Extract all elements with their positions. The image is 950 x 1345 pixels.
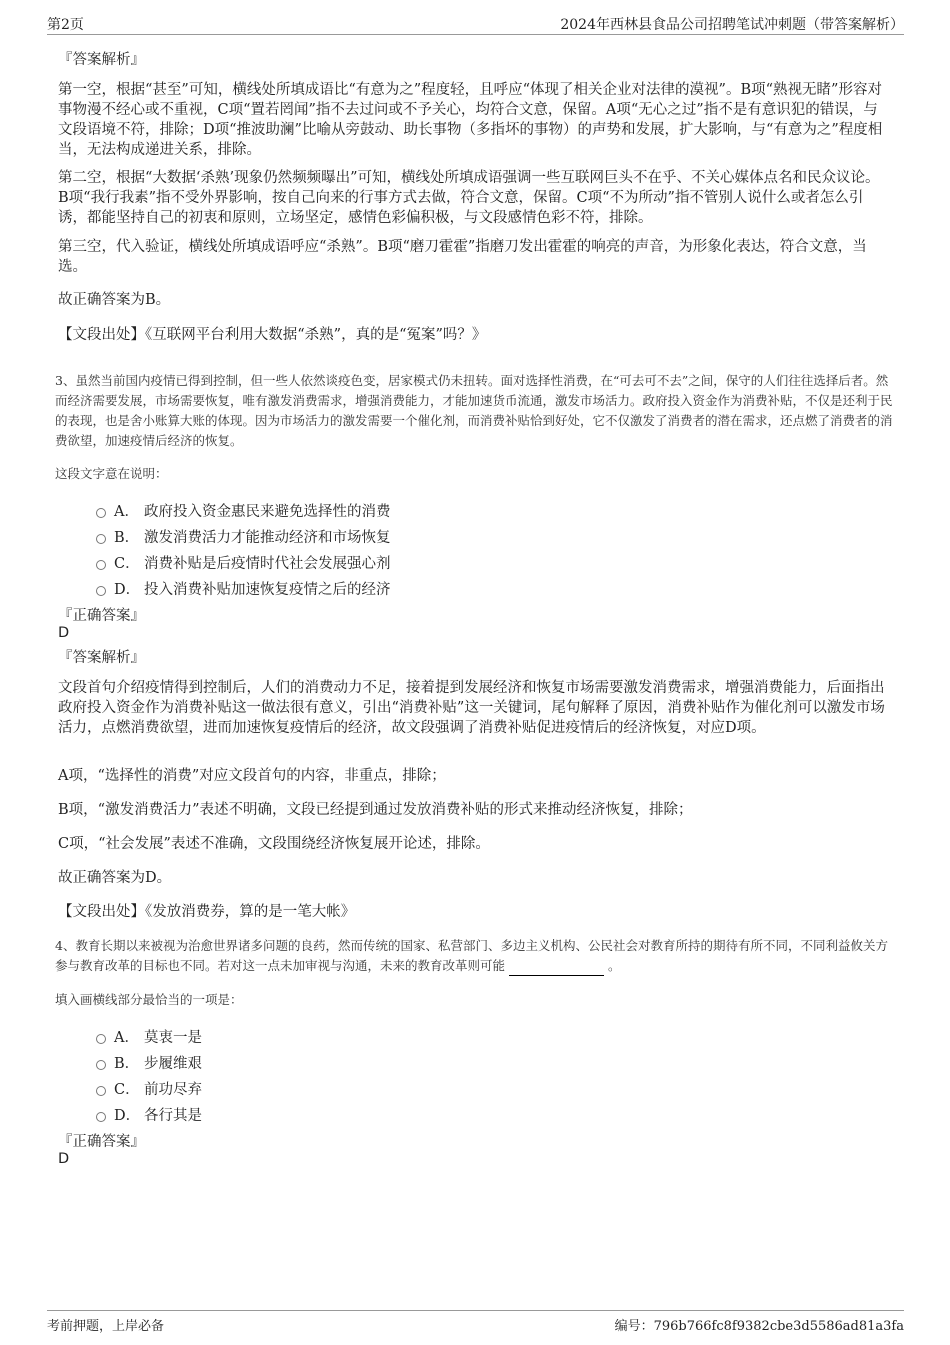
radio-icon[interactable] [96,508,106,518]
page-number: 第2页 [47,17,84,33]
radio-icon[interactable] [96,560,106,570]
radio-icon[interactable] [96,1086,106,1096]
q3-option-b[interactable]: B． 激发消费活力才能推动经济和市场恢复 [96,526,391,547]
q4-option-b[interactable]: B． 步履维艰 [96,1052,202,1073]
q4-option-c[interactable]: C． 前功尽弃 [96,1078,202,1099]
q4-prompt: 填入画横线部分最恰当的一项是： [55,992,243,1007]
q2-conclusion: 故正确答案为B。 [58,292,171,308]
q3-stem: 3、虽然当前国内疫情已得到控制，但一些人依然谈疫色变，居家模式仍未扭转。面对选择性消费，在“可去可不去”之间，保守的人们往往选择后者。然而经济需要发展，市场需要恢复，唯有激发消费需求，增强消费能力，才能加速货币流通，激发市场活力。政府投入资金作为消费补贴，不仅是还利于民的表现，也是舍小账算大账的体现。因为市场活力的激发需要一个催化剂，而消费补贴恰到好处，它不仅激发了消费者的潜在需求，还点燃了消费者的消费欲望，加速疫情后经济的恢复。 [55,373,893,448]
document-title: 2024年西林县食品公司招聘笔试冲刺题（带答案解析） [560,17,904,33]
q4-stem: 4、教育长期以来被视为治愈世界诸多问题的良药，然而传统的国家、私营部门、多边主义机构、公民社会对教育所持的期待有所不同，不同利益攸关方参与教育改革的目标也不同。若对这一点未加审视与沟通，未来的教育改革则可能 。 [55,936,895,976]
q3-analysis-label: 『答案解析』 [58,650,145,666]
q2-source: 【文段出处】《互联网平台利用大数据“杀熟”，真的是“冤案”吗？》 [58,327,487,343]
q3-option-a[interactable]: A． 政府投入资金惠民来避免选择性的消费 [96,500,391,521]
q2-analysis-p2: 第二空，根据“大数据‘杀熟’现象仍然频频曝出”可知，横线处所填成语强调一些互联网巨头不在乎、不关心媒体点名和民众议论。B项“我行我素”指不受外界影响，按自己向来的行事方式去做，符合文意，保留。C项“不为所动”指不管别人说什么或者怎么引诱，都能坚持自己的初衷和原则，立场坚定，感情色彩偏积极，与文段感情色彩不符，排除。 [58,170,880,226]
radio-icon[interactable] [96,586,106,596]
q3-analysis-p2: A项，“选择性的消费”对应文段首句的内容，非重点，排除； [58,768,446,784]
q3-analysis-p3: B项，“激发消费活力”表述不明确，文段已经提到通过发放消费补贴的形式来推动经济恢复，排除； [58,802,693,818]
q2-analysis-label: 『答案解析』 [58,52,145,68]
answer-blank [509,961,604,976]
radio-icon[interactable] [96,1060,106,1070]
q4-correct-answer: D [58,1151,70,1167]
radio-icon[interactable] [96,1112,106,1122]
q4-option-d[interactable]: D． 各行其是 [96,1104,202,1125]
q2-analysis-p1: 第一空，根据“甚至”可知，横线处所填成语比“有意为之”程度轻，且呼应“体现了相关企业对法律的漠视”。B项“熟视无睹”形容对事物漫不经心或不重视，C项“置若罔闻”指不去过问或不予关心，均符合文意，保留。A项“无心之过”指不是有意识犯的错误，与文段语境不符，排除；D项“推波助澜”比喻从旁鼓动、助长事物（多指坏的事物）的声势和发展，扩大影响，与“有意为之”程度相当，无法构成递进关系，排除。 [58,82,883,158]
page-footer [47,1310,904,1334]
q2-analysis-p3: 第三空，代入验证，横线处所填成语呼应“杀熟”。B项“磨刀霍霍”指磨刀发出霍霍的响亮的声音，为形象化表达，符合文意，当选。 [58,239,867,275]
radio-icon[interactable] [96,1034,106,1044]
document-id: 编号：796b766fc8f9382cbe3d5586ad81a3fa [614,1319,904,1334]
q3-correct-answer: D [58,625,70,641]
q3-correct-label: 『正确答案』 [58,608,145,624]
q4-correct-label: 『正确答案』 [58,1134,145,1150]
footer-slogan: 考前押题，上岸必备 [47,1319,165,1334]
q3-prompt: 这段文字意在说明： [55,466,168,481]
q3-option-d[interactable]: D． 投入消费补贴加速恢复疫情之后的经济 [96,578,391,599]
q4-option-a[interactable]: A． 莫衷一是 [96,1026,202,1047]
q3-analysis-p4: C项，“社会发展”表述不准确，文段围绕经济恢复展开论述，排除。 [58,836,490,852]
q3-option-c[interactable]: C． 消费补贴是后疫情时代社会发展强心剂 [96,552,391,573]
q3-source: 【文段出处】《发放消费券，算的是一笔大帐》 [58,904,356,920]
page-header [47,14,904,35]
radio-icon[interactable] [96,534,106,544]
q3-analysis-p1: 文段首句介绍疫情得到控制后，人们的消费动力不足，接着提到发展经济和恢复市场需要激发消费需求，增强消费能力，后面指出政府投入资金作为消费补贴这一做法很有意义，引出“消费补贴”这一关键词，尾句解释了原因，消费补贴作为催化剂可以激发市场活力，点燃消费欲望，进而加速恢复疫情后的经济，故文段强调了消费补贴促进疫情后的经济恢复，对应D项。 [58,680,885,736]
q3-conclusion: 故正确答案为D。 [58,870,172,886]
